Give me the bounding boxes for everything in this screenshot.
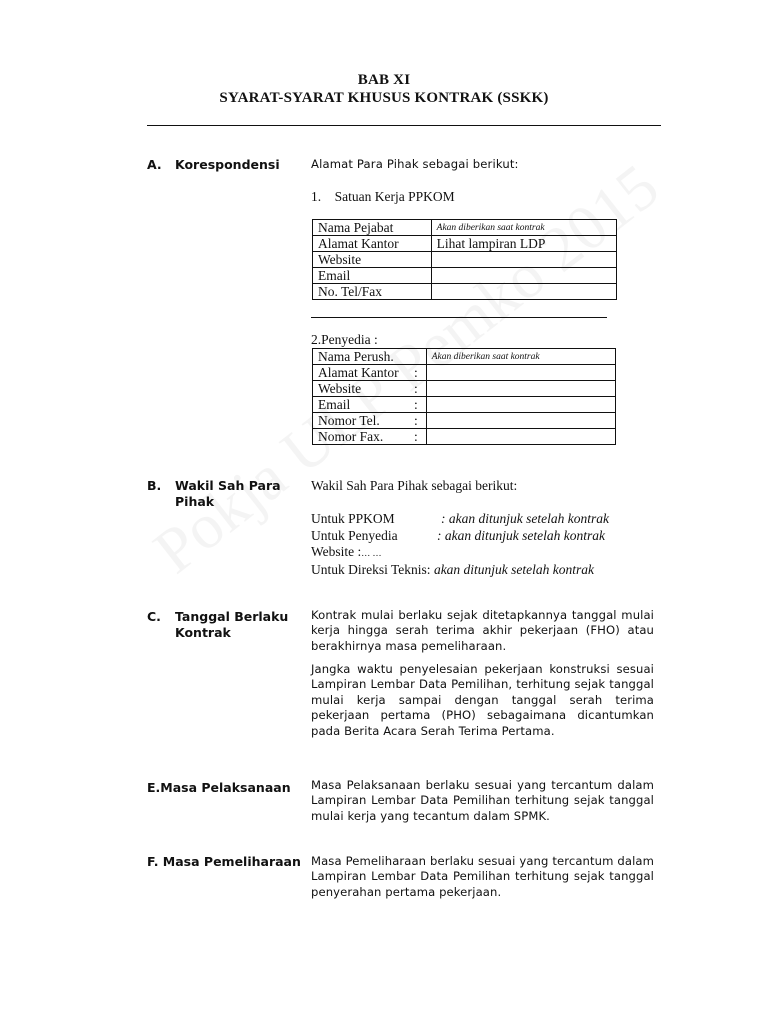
field-colon: : — [414, 380, 418, 396]
wakil-direksi — [311, 562, 594, 578]
field-colon: : — [414, 364, 418, 380]
table-row — [313, 220, 617, 236]
field-label-cell — [313, 429, 427, 445]
field-label: Nama Pejabat — [318, 219, 394, 235]
wakil-ppkom-label: Untuk PPKOM — [311, 511, 395, 526]
table-row — [313, 268, 617, 284]
field-label-cell — [313, 220, 432, 236]
field-value — [431, 284, 616, 300]
field-value: Akan diberikan saat kontrak — [426, 349, 615, 365]
section-c-paragraph-1: Kontrak mulai berlaku sejak ditetapkannya tanggal mulai kerja hingga serah terima akhir pekerjaan (FHO) atau berakhirnya masa pemeliharaan. — [311, 608, 654, 653]
section-c-paragraph-2: Jangka waktu penyelesaian pekerjaan konstruksi sesuai Lampiran Lembar Data Pemilihan, terhitung sejak tanggal mulai kerja sampai dengan tanggal serah terima pekerjaan pertama (PHO) sebagaimana dicantumkan pada Berita Acara Serah Terima Pertama. — [311, 662, 654, 738]
chapter-title: BAB XI — [357, 72, 411, 88]
field-label-cell — [313, 236, 432, 252]
field-label: No. Tel/Fax — [318, 283, 383, 299]
field-value — [426, 381, 615, 397]
field-colon: : — [414, 412, 418, 428]
header-divider — [147, 125, 661, 126]
section-b-intro: Wakil Sah Para Pihak sebagai berikut: — [311, 478, 518, 493]
table-row — [313, 284, 617, 300]
field-value — [431, 268, 616, 284]
field-label: Website — [318, 380, 362, 396]
field-value — [426, 413, 615, 429]
wakil-website-value: … … — [361, 548, 382, 558]
field-value: Lihat lampiran LDP — [431, 236, 616, 252]
field-label: Website — [318, 251, 362, 267]
table-row — [313, 365, 616, 381]
table-row — [313, 252, 617, 268]
wakil-ppkom-value: : akan ditunjuk setelah kontrak — [441, 511, 609, 526]
penyedia-heading: 2.Penyedia : — [311, 332, 378, 347]
table-row — [313, 429, 616, 445]
section-letter: A. — [147, 157, 162, 172]
table-row — [313, 236, 617, 252]
table-row — [313, 397, 616, 413]
section-letter: C. — [147, 609, 161, 624]
wakil-penyedia-label: Untuk Penyedia — [311, 528, 398, 543]
penyedia-table — [312, 348, 616, 445]
field-label: Nomor Fax. — [318, 428, 384, 444]
chapter-subtitle: SYARAT-SYARAT KHUSUS KONTRAK (SSKK) — [219, 90, 549, 106]
section-title: F. Masa Pemeliharaan — [147, 854, 301, 869]
section-title-line2: Kontrak — [175, 625, 231, 640]
field-label: Alamat Kantor — [318, 364, 399, 380]
section-e-paragraph: Masa Pelaksanaan berlaku sesuai yang tercantum dalam Lampiran Lembar Data Pemilihan terhitung sejak tanggal mulai kerja yang tecantum dalam SPMK. — [311, 778, 654, 823]
field-label: Email — [318, 267, 351, 283]
field-label: Email — [318, 396, 351, 412]
field-value — [426, 397, 615, 413]
field-label: Alamat Kantor — [318, 235, 399, 251]
ppkom-table — [312, 219, 617, 300]
wakil-website-label: Website : — [311, 544, 362, 559]
field-label-cell — [313, 381, 427, 397]
field-label-cell — [313, 365, 427, 381]
wakil-website — [311, 544, 382, 560]
field-label-cell — [313, 284, 432, 300]
section-title-line1: Tanggal Berlaku — [175, 609, 289, 624]
field-value — [426, 429, 615, 445]
section-a-intro: Alamat Para Pihak sebagai berikut: — [311, 157, 519, 171]
field-value: Akan diberikan saat kontrak — [431, 220, 616, 236]
field-label: Nama Perush. — [318, 348, 394, 364]
section-title-line2: Pihak — [175, 494, 215, 509]
section-title-line1: Wakil Sah Para — [175, 478, 281, 493]
ppkom-heading: 1. Satuan Kerja PPKOM — [311, 189, 455, 204]
field-colon: : — [414, 396, 418, 412]
table-row — [313, 413, 616, 429]
field-label-cell — [313, 397, 427, 413]
table-row — [313, 381, 616, 397]
section-e-label — [147, 780, 291, 796]
field-label-cell — [313, 349, 427, 365]
separator-line — [311, 317, 607, 318]
field-label-cell — [313, 252, 432, 268]
section-title: Korespondensi — [175, 157, 280, 172]
field-value — [426, 365, 615, 381]
table-row — [313, 349, 616, 365]
section-letter: B. — [147, 478, 162, 493]
section-f-paragraph: Masa Pemeliharaan berlaku sesuai yang tercantum dalam Lampiran Lembar Data Pemilihan terhitung sejak tanggal penyerahan pertama pekerjaan. — [311, 854, 654, 899]
wakil-direksi-value: akan ditunjuk setelah kontrak — [433, 562, 595, 577]
field-label-cell — [313, 413, 427, 429]
field-value — [431, 252, 616, 268]
field-label-cell — [313, 268, 432, 284]
wakil-penyedia-value: : akan ditunjuk setelah kontrak — [437, 528, 605, 543]
wakil-direksi-label: Untuk Direksi Teknis: — [311, 562, 431, 577]
section-f-label — [147, 854, 301, 870]
field-colon: : — [414, 428, 418, 444]
field-label: Nomor Tel. — [318, 412, 380, 428]
section-title: E.Masa Pelaksanaan — [147, 780, 291, 795]
